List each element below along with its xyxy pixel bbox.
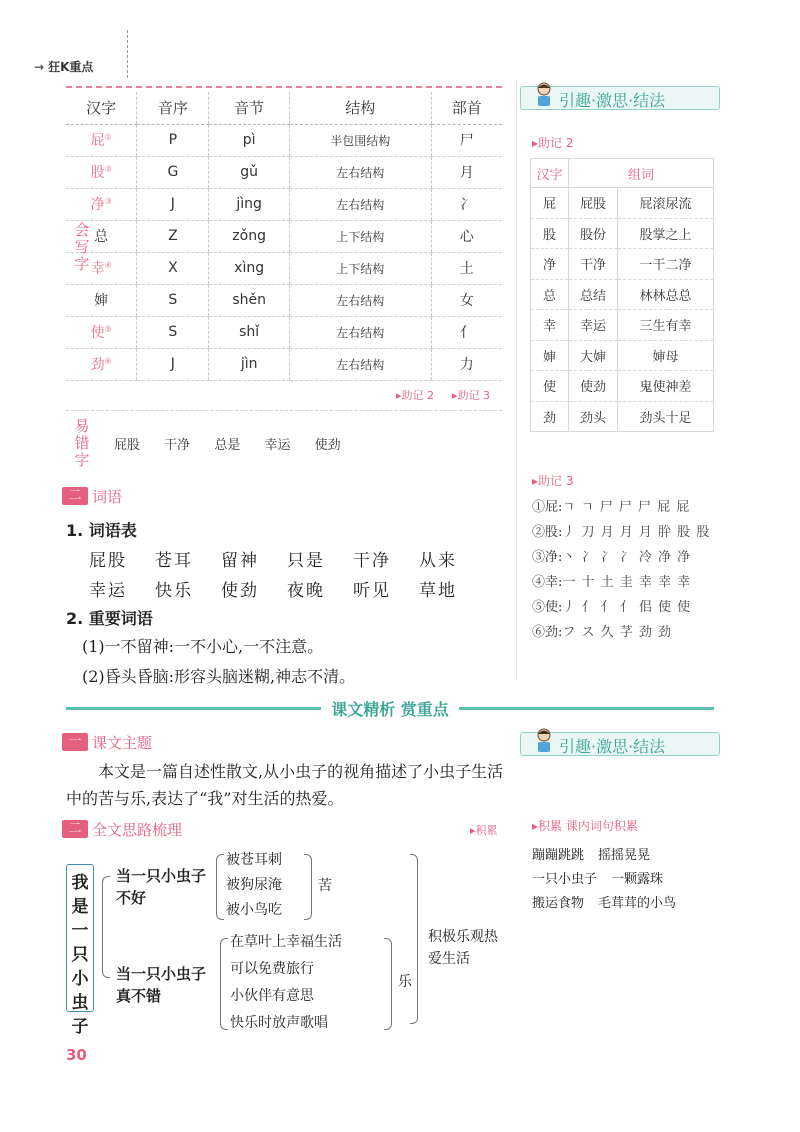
char-cell: 幸④ [66, 252, 137, 284]
logo-text: 狂K重点 [48, 60, 94, 74]
radical-cell: 土 [431, 252, 502, 284]
word-group-table [530, 158, 714, 432]
zu-header-char: 汉字 [531, 159, 569, 188]
mindmap-brace-main [102, 876, 110, 978]
char-cell: 净③ [66, 188, 137, 220]
vocab-word: 草地 [419, 581, 457, 601]
vocab-word: 苍耳 [155, 551, 193, 571]
table-top-rule [66, 86, 502, 88]
table-row [531, 371, 714, 402]
vocab-word: 使劲 [221, 581, 259, 601]
table-row [66, 220, 502, 252]
vocab-number: 二 [62, 487, 88, 505]
radical-cell: 力 [431, 348, 502, 380]
pinyin-cell: pì [209, 124, 290, 156]
table-row [531, 310, 714, 341]
pinyin-cell: jìng [209, 188, 290, 220]
zu-word: 幸运 [569, 310, 618, 341]
mindmap-branch-1: 当一只小虫子不好 [116, 868, 207, 907]
char-cell: 婶 [66, 284, 137, 316]
table-row [66, 188, 502, 220]
mindmap-tag-bitter: 苦 [318, 878, 332, 894]
outline-number: 二 [62, 820, 88, 838]
table-row [66, 156, 502, 188]
mindmap-conclusion: 积极乐观热爱生活 [428, 929, 498, 967]
band-line-left [66, 707, 321, 710]
struct-cell: 上下结构 [289, 252, 431, 284]
ref-note-3-link[interactable]: ▸助记 3 [452, 389, 491, 402]
header-divider [127, 30, 128, 78]
radical-cell: 心 [431, 220, 502, 252]
note-2-label: ▸助记 2 [532, 136, 574, 150]
section-band [66, 697, 714, 719]
pinyin-cell: gǔ [209, 156, 290, 188]
vocab-word: 从来 [419, 551, 457, 571]
zu-word: 劲头 [569, 401, 618, 432]
struct-cell: 左右结构 [289, 188, 431, 220]
theme-title: 课文主题 [92, 733, 153, 752]
side-label-writing: 会写字 [74, 221, 90, 273]
struct-cell: 左右结构 [289, 316, 431, 348]
vocab-heading [62, 486, 122, 506]
mindmap-leaf-1-2: 被狗尿淹 [226, 877, 282, 893]
outline-heading [62, 819, 182, 839]
zu-word: 使劲 [569, 371, 618, 402]
zu-char: 屁 [531, 188, 569, 219]
radical-cell: 亻 [431, 316, 502, 348]
table-row [531, 218, 714, 249]
page-number: 30 [66, 1046, 87, 1064]
wrong-word: 总是 [214, 438, 241, 453]
mindmap-brace-2 [220, 938, 228, 1030]
header-jiegou: 结构 [289, 92, 431, 124]
seq-cell: Z [137, 220, 209, 252]
stroke-order-2: ②股:丿 刀 月 月 月 肸 股 股 [532, 525, 711, 540]
boy-avatar-icon [533, 81, 555, 107]
seq-cell: S [137, 284, 209, 316]
header-bushou: 部首 [431, 92, 502, 124]
table-row [531, 188, 714, 219]
zu-word: 干净 [569, 249, 618, 280]
mindmap-brace-1 [216, 854, 224, 920]
vocab-word: 幸运 [89, 581, 127, 601]
banner-text: 引趣·激思·结法 [559, 737, 666, 756]
zu-word: 大婶 [569, 340, 618, 371]
accumulate-row-1: 蹦蹦跳跳 摇摇晃晃 [532, 848, 651, 863]
pinyin-cell: jìn [209, 348, 290, 380]
vocab-word: 只是 [287, 551, 325, 571]
ref-note-2-link[interactable]: ▸助记 2 [396, 389, 435, 402]
banner-text: 引趣·激思·结法 [559, 91, 666, 110]
definition-1: (1)一不留神:一不小心,一不注意。 [82, 637, 324, 656]
table-row [66, 348, 502, 380]
mindmap-tag-joy: 乐 [398, 974, 412, 990]
struct-cell: 半包围结构 [289, 124, 431, 156]
mindmap-brace-final [410, 854, 418, 1024]
radical-cell: 尸 [431, 124, 502, 156]
char-cell: 劲⑥ [66, 348, 137, 380]
vocab-list-title: 1. 词语表 [66, 521, 137, 540]
vocab-title: 词语 [92, 487, 123, 506]
table-bottom-rule [66, 410, 502, 411]
zu-idiom: 三生有幸 [617, 310, 713, 341]
accumulate-row-2: 一只小虫子 一颗露珠 [532, 872, 664, 887]
vocab-word: 夜晚 [287, 581, 325, 601]
zu-char: 婶 [531, 340, 569, 371]
struct-cell: 左右结构 [289, 156, 431, 188]
zu-char: 总 [531, 279, 569, 310]
stroke-order-4: ④幸:一 十 土 圭 幸 幸 幸 [532, 575, 692, 590]
zu-idiom: 林林总总 [617, 279, 713, 310]
mindmap-leaf-2-1: 在草叶上幸福生活 [230, 934, 342, 950]
zu-idiom: 鬼使神差 [617, 371, 713, 402]
definition-2: (2)昏头昏脑:形容头脑迷糊,神志不清。 [82, 667, 356, 686]
wrong-word: 幸运 [264, 438, 291, 453]
char-cell: 股② [66, 156, 137, 188]
char-cell: 使⑤ [66, 316, 137, 348]
pinyin-cell: shěn [209, 284, 290, 316]
accumulate-row-3: 搬运食物 毛茸茸的小鸟 [532, 896, 677, 911]
zu-word: 总结 [569, 279, 618, 310]
struct-cell: 上下结构 [289, 220, 431, 252]
seq-cell: P [137, 124, 209, 156]
side-label-wrong: 易错字 [74, 417, 90, 469]
header-hanzi: 汉字 [66, 92, 137, 124]
radical-cell: 冫 [431, 188, 502, 220]
key-words-title: 2. 重要词语 [66, 609, 153, 628]
band-title: 课文精析 赏重点 [331, 699, 449, 719]
wrong-word: 干净 [164, 438, 191, 453]
vocab-word: 屁股 [89, 551, 127, 571]
vocab-word: 留神 [221, 551, 259, 571]
table-row [531, 401, 714, 432]
pinyin-cell: xìng [209, 252, 290, 284]
zu-idiom: 屁滚尿流 [617, 188, 713, 219]
mindmap-leaf-1-1: 被苍耳刺 [226, 852, 282, 868]
char-cell: 屁① [66, 124, 137, 156]
wrong-word: 屁股 [114, 438, 141, 453]
theme-heading [62, 732, 152, 752]
mindmap-leaf-2-2: 可以免费旅行 [230, 961, 314, 977]
character-table-header [66, 92, 502, 124]
logo: → 狂K重点 [34, 60, 94, 74]
boy-avatar-icon [533, 727, 555, 753]
column-divider [516, 80, 517, 680]
zu-idiom: 一干二净 [617, 249, 713, 280]
note-3-label: ▸助记 3 [532, 474, 574, 488]
pinyin-cell: zǒng [209, 220, 290, 252]
vocab-row-1 [89, 546, 485, 571]
zu-idiom: 劲头十足 [617, 401, 713, 432]
seq-cell: X [137, 252, 209, 284]
character-table [66, 92, 502, 381]
pinyin-cell: shǐ [209, 316, 290, 348]
zu-char: 净 [531, 249, 569, 280]
zu-idiom: 婶母 [617, 340, 713, 371]
ref-accumulate-link[interactable]: ▸积累 [470, 824, 498, 837]
table-row [531, 249, 714, 280]
mindmap-brace-2-right [384, 938, 392, 1030]
wrong-word: 使劲 [314, 438, 341, 453]
table-row [531, 340, 714, 371]
banner-top [520, 86, 720, 110]
mindmap-leaf-2-3: 小伙伴有意思 [230, 988, 314, 1004]
zu-char: 使 [531, 371, 569, 402]
vocab-word: 快乐 [155, 581, 193, 601]
table-row [66, 252, 502, 284]
struct-cell: 左右结构 [289, 284, 431, 316]
vocab-row-2 [89, 576, 485, 601]
stroke-order-3: ③净:丶 冫 冫 冫 冷 净 净 [532, 550, 692, 565]
accumulate-title: ▸积累 课内词句积累 [532, 819, 638, 833]
seq-cell: G [137, 156, 209, 188]
zu-char: 幸 [531, 310, 569, 341]
seq-cell: J [137, 188, 209, 220]
zu-char: 劲 [531, 401, 569, 432]
header-yinxu: 音序 [137, 92, 209, 124]
theme-paragraph: 本文是一篇自述性散文,从小虫子的视角描述了小虫子生活中的苦与乐,表达了“我”对生活的热爱。 [66, 762, 504, 808]
stroke-order-1: ①屁:ㄱ ㄱ 尸 尸 尸 屁 屁 [532, 500, 691, 515]
zu-word: 屁股 [569, 188, 618, 219]
zu-char: 股 [531, 218, 569, 249]
mindmap-leaf-2-4: 快乐时放声歌唱 [230, 1015, 328, 1031]
stroke-order-5: ⑤使:丿 亻 亻 亻 佀 使 使 [532, 600, 692, 615]
table-row [66, 284, 502, 316]
outline-title: 全文思路梳理 [92, 820, 183, 839]
table-row [66, 316, 502, 348]
mindmap-leaf-1-3: 被小鸟吃 [226, 902, 282, 918]
vocab-word: 干净 [353, 551, 391, 571]
header-yinjie: 音节 [209, 92, 290, 124]
word-group-header [531, 159, 714, 188]
mindmap-root: 我是一只小虫子 [66, 864, 94, 1012]
table-row [66, 124, 502, 156]
mindmap-brace-1-right [304, 854, 312, 920]
vocab-word: 听见 [353, 581, 391, 601]
banner-bottom [520, 732, 720, 756]
table-row [531, 279, 714, 310]
zu-idiom: 股掌之上 [617, 218, 713, 249]
stroke-order-6: ⑥劲:フ ス 久 芓 劲 劲 [532, 625, 673, 640]
zu-header-words: 组词 [569, 159, 714, 188]
theme-number: 一 [62, 733, 88, 751]
struct-cell: 左右结构 [289, 348, 431, 380]
seq-cell: J [137, 348, 209, 380]
band-line-right [459, 707, 714, 710]
seq-cell: S [137, 316, 209, 348]
zu-word: 股份 [569, 218, 618, 249]
radical-cell: 月 [431, 156, 502, 188]
char-cell: 总 [66, 220, 137, 252]
wrong-words [114, 434, 361, 453]
mindmap-branch-2: 当一只小虫子真不错 [116, 966, 207, 1005]
radical-cell: 女 [431, 284, 502, 316]
